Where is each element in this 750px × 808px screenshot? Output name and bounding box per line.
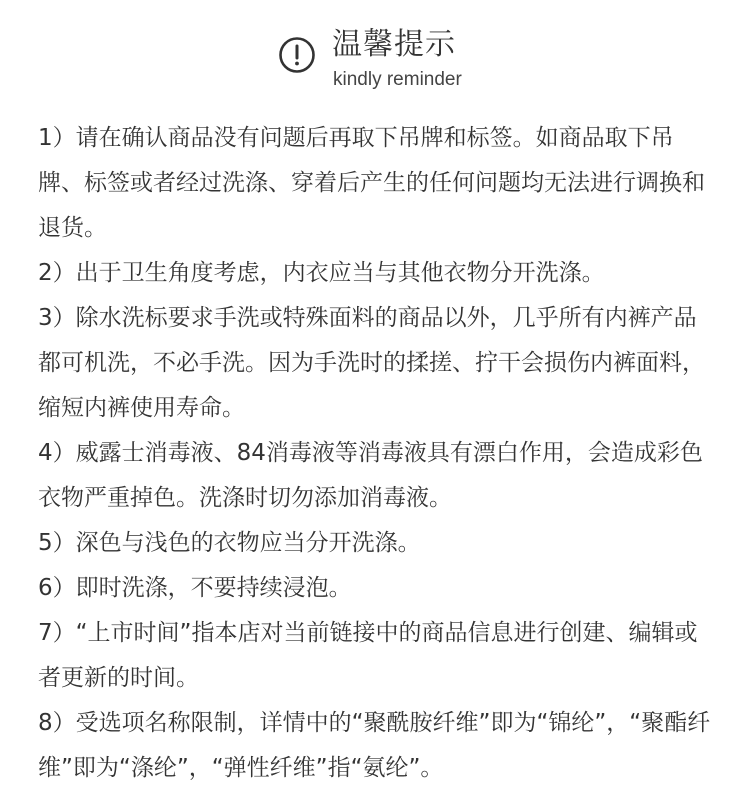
reminder-item-1: 1）请在确认商品没有问题后再取下吊牌和标签。如商品取下吊牌、标签或者经过洗涤、穿着后产生的任何问题均无法进行调换和退货。 bbox=[38, 125, 705, 241]
reminder-item-8: 8）受选项名称限制，详情中的“聚酰胺纤维”即为“锦纶”，“聚酯纤维”即为“涤纶”，“弹性纤维”指“氨纶”。 bbox=[38, 710, 711, 781]
page-title: 温馨提示 bbox=[332, 27, 456, 62]
reminder-item-4: 4）威露士消毒液、84消毒液等消毒液具有漂白作用，会造成彩色衣物严重掉色。洗涤时切勿添加消毒液。 bbox=[38, 440, 703, 511]
reminder-item-6: 6）即时洗涤，不要持续浸泡。 bbox=[38, 575, 352, 601]
reminder-item-2: 2）出于卫生角度考虑，内衣应当与其他衣物分开洗涤。 bbox=[38, 260, 605, 286]
reminder-list bbox=[38, 116, 718, 791]
reminder-item-5: 5）深色与浅色的衣物应当分开洗涤。 bbox=[38, 530, 421, 556]
exclamation-circle-icon bbox=[278, 36, 316, 74]
page-subtitle: kindly reminder bbox=[333, 69, 462, 90]
reminder-item-3: 3）除水洗标要求手洗或特殊面料的商品以外，几乎所有内裤产品都可机洗，不必手洗。因为手洗时的揉搓、拧干会损伤内裤面料，缩短内裤使用寿命。 bbox=[38, 305, 705, 421]
reminder-item-7: 7）“上市时间”指本店对当前链接中的商品信息进行创建、编辑或者更新的时间。 bbox=[38, 620, 698, 691]
reminder-header bbox=[0, 28, 750, 98]
